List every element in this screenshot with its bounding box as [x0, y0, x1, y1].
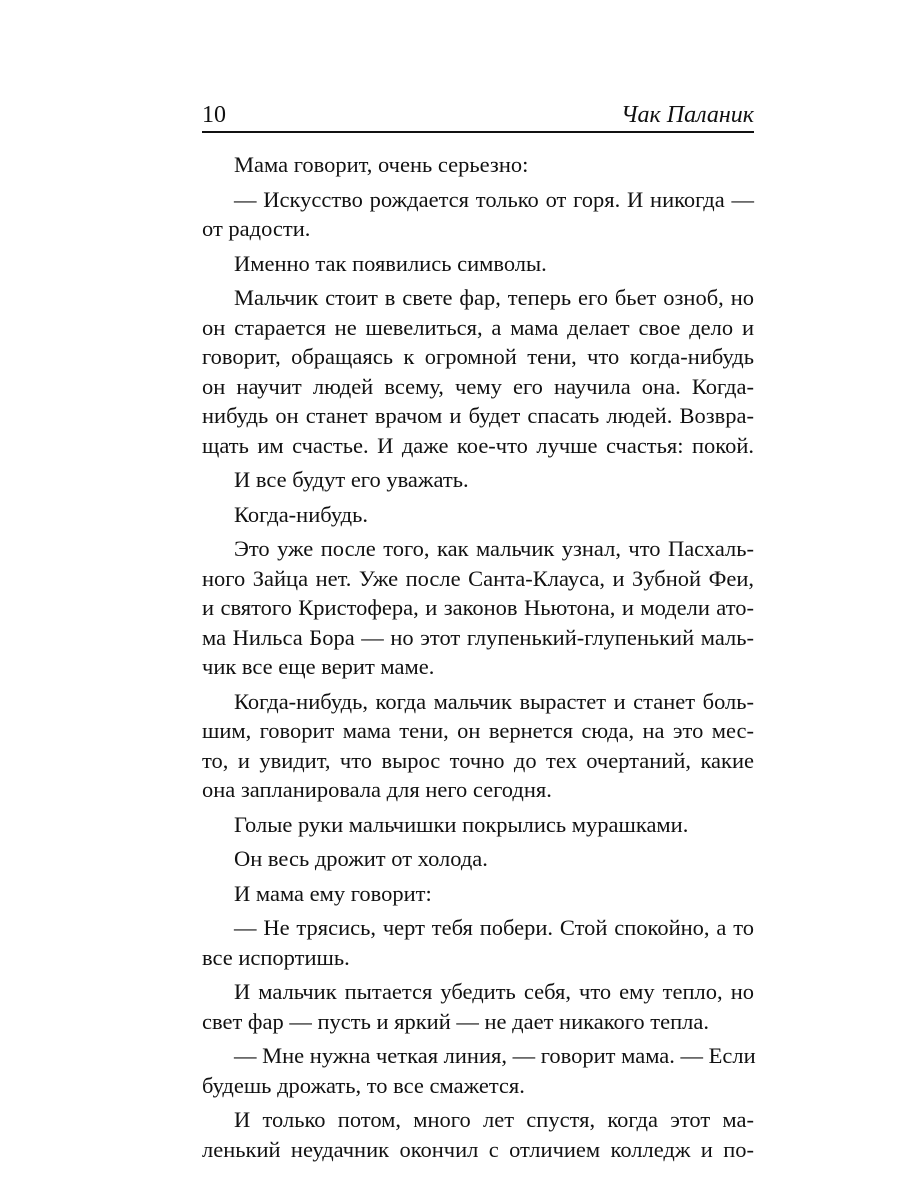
text-line: будешь дрожать, то все смажется. [202, 1072, 525, 1098]
header-rule [202, 131, 754, 133]
text-line: И мама ему говорит: [234, 880, 432, 906]
page-number: 10 [202, 102, 226, 128]
text-line: говорит, обращаясь к огромной тени, что когда-нибудь [202, 344, 754, 369]
text-line: все испортишь. [202, 944, 350, 970]
text-line: Именно так появились символы. [234, 250, 547, 276]
text-line: он научит людей всему, чему его научила она. Когда- [202, 373, 754, 399]
text-line: Голые руки мальчишки покрылись мурашками. [234, 811, 689, 837]
running-title: Чак Паланик [621, 102, 754, 128]
text-line: она запланировала для него сегодня. [202, 777, 552, 802]
text-line: Когда-нибудь, когда мальчик вырастет и станет боль- [234, 688, 754, 714]
text-line: И все будут его уважать. [234, 467, 469, 492]
body-text [202, 150, 754, 1164]
text-line: Когда-нибудь. [234, 501, 369, 527]
text-line: Мама говорит, очень серьезно: [234, 152, 529, 177]
book-page [202, 0, 754, 1200]
text-line: свет фар — пусть и яркий — не дает никакого тепла. [202, 1008, 709, 1034]
text-line: — Искусство рождается только от горя. И никогда — [234, 186, 754, 212]
text-line: он старается не шевелиться, а мама делает свое дело и [202, 314, 754, 340]
text-line: И только потом, много лет спустя, когда этот ма- [234, 1107, 754, 1132]
text-line: шим, говорит мама тени, он вернется сюда, на это мес- [202, 718, 754, 743]
text-line: то, и увидит, что вырос точно до тех очертаний, какие [202, 747, 754, 773]
text-line: ленький неудачник окончил с отличием колледж и по- [202, 1136, 754, 1162]
text-line: щать им счастье. И даже кое-что лучше счастья: покой. [202, 432, 754, 458]
text-line: — Мне нужна четкая линия, — говорит мама. — Если [234, 1043, 756, 1068]
text-line: Мальчик стоит в свете фар, теперь его бьет озноб, но [234, 285, 754, 310]
text-line: и святого Кристофера, и законов Ньютона, и модели ато- [202, 595, 754, 620]
text-line: ма Нильса Бора — но этот глупенький-глупенький маль- [202, 624, 754, 650]
text-line: ного Зайца нет. Уже после Санта-Клауса, и Зубной Феи, [202, 565, 754, 591]
text-line: нибудь он станет врачом и будет спасать людей. Возвра- [202, 403, 754, 428]
page-header [202, 100, 754, 130]
text-line: от радости. [202, 216, 311, 241]
text-line: И мальчик пытается убедить себя, что ему тепло, но [234, 979, 754, 1004]
text-line: Это уже после того, как мальчик узнал, что Пасхаль- [234, 536, 754, 561]
text-line: Он весь дрожит от холода. [234, 846, 488, 871]
text-line: — Не трясись, черт тебя побери. Стой спокойно, а то [234, 915, 754, 940]
text-line: чик все еще верит маме. [202, 654, 435, 679]
